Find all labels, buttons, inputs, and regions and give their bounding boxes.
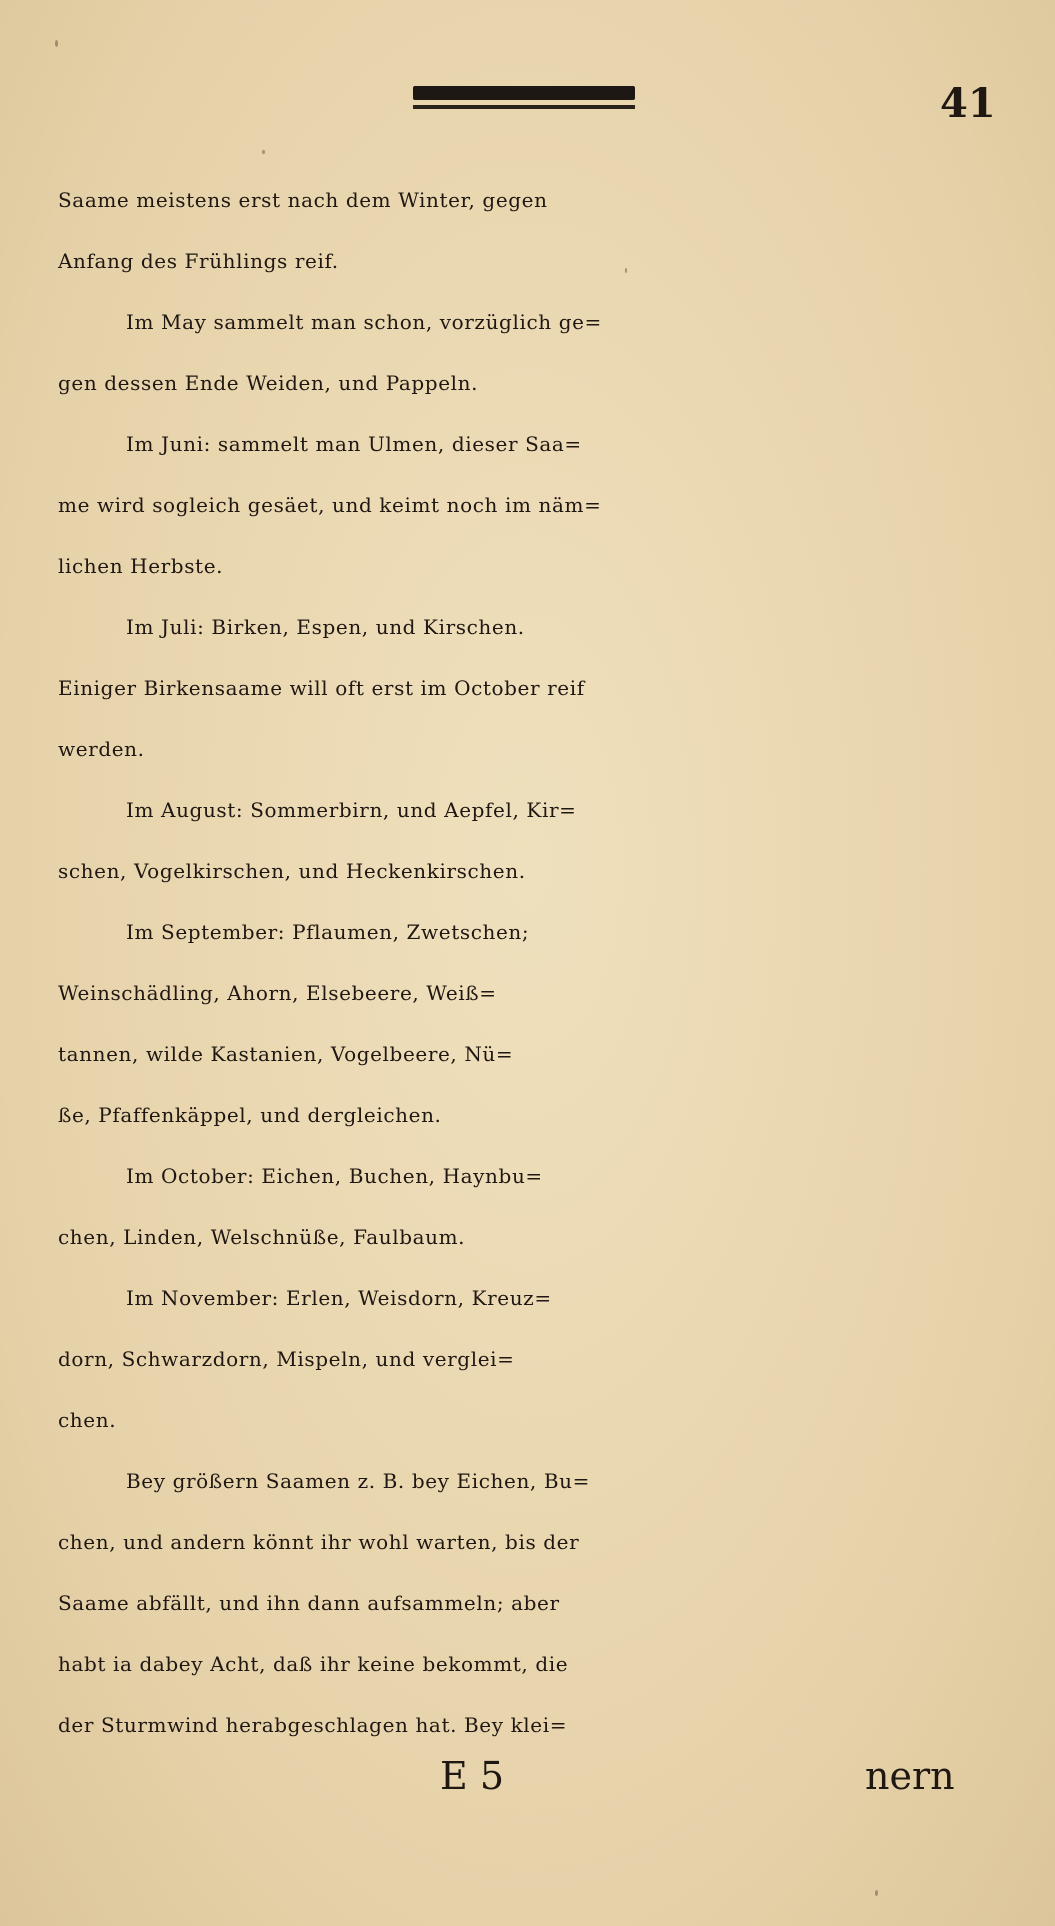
text-line: der Sturmwind herabgeschlagen hat. Bey klei=: [58, 1713, 568, 1737]
text-line: habt ia dabey Acht, daß ihr keine bekommt, die: [58, 1652, 569, 1676]
text-line: Saame abfällt, und ihn dann aufsammeln; aber: [58, 1591, 560, 1615]
header-rule-thick: [413, 86, 635, 100]
text-line: Im May sammelt man schon, vorzüglich ge=: [126, 310, 602, 334]
text-line: Im Juni: sammelt man Ulmen, dieser Saa=: [126, 432, 582, 456]
header-rule: [413, 86, 635, 114]
header-rule-thin: [413, 105, 635, 109]
body-text: [58, 170, 998, 1756]
text-line: Im Juli: Birken, Espen, und Kirschen.: [126, 615, 525, 639]
text-line: Bey größern Saamen z. B. bey Eichen, Bu=: [126, 1469, 590, 1493]
text-line: ße, Pfaffenkäppel, und dergleichen.: [58, 1103, 442, 1127]
text-line: chen.: [58, 1408, 117, 1432]
text-line: Im September: Pflaumen, Zwetschen;: [126, 920, 530, 944]
catchword: nern: [865, 1754, 955, 1798]
text-line: me wird sogleich gesäet, und keimt noch im näm=: [58, 493, 602, 517]
paper-speck: [55, 40, 58, 47]
signature-mark: E 5: [440, 1754, 504, 1798]
paper-speck: [625, 268, 627, 273]
text-line: Im October: Eichen, Buchen, Haynbu=: [126, 1164, 543, 1188]
text-line: schen, Vogelkirschen, und Heckenkirschen.: [58, 859, 526, 883]
text-line: Einiger Birkensaame will oft erst im October reif: [58, 676, 585, 700]
text-line: werden.: [58, 737, 145, 761]
text-line: dorn, Schwarzdorn, Mispeln, und verglei=: [58, 1347, 515, 1371]
paper-speck: [875, 1890, 878, 1896]
text-line: gen dessen Ende Weiden, und Pappeln.: [58, 371, 479, 395]
text-line: chen, und andern könnt ihr wohl warten, bis der: [58, 1530, 580, 1554]
page-footer: [0, 1746, 1055, 1806]
text-line: Saame meistens erst nach dem Winter, gegen: [58, 188, 548, 212]
paper-speck: [262, 150, 265, 154]
text-line: lichen Herbste.: [58, 554, 224, 578]
text-line: Im November: Erlen, Weisdorn, Kreuz=: [126, 1286, 552, 1310]
text-line: chen, Linden, Welschnüße, Faulbaum.: [58, 1225, 466, 1249]
text-line: Anfang des Frühlings reif.: [58, 249, 339, 273]
text-line: Im August: Sommerbirn, und Aepfel, Kir=: [126, 798, 577, 822]
text-line: tannen, wilde Kastanien, Vogelbeere, Nü=: [58, 1042, 514, 1066]
page-number: 41: [940, 80, 996, 127]
text-line: Weinschädling, Ahorn, Elsebeere, Weiß=: [58, 981, 497, 1005]
